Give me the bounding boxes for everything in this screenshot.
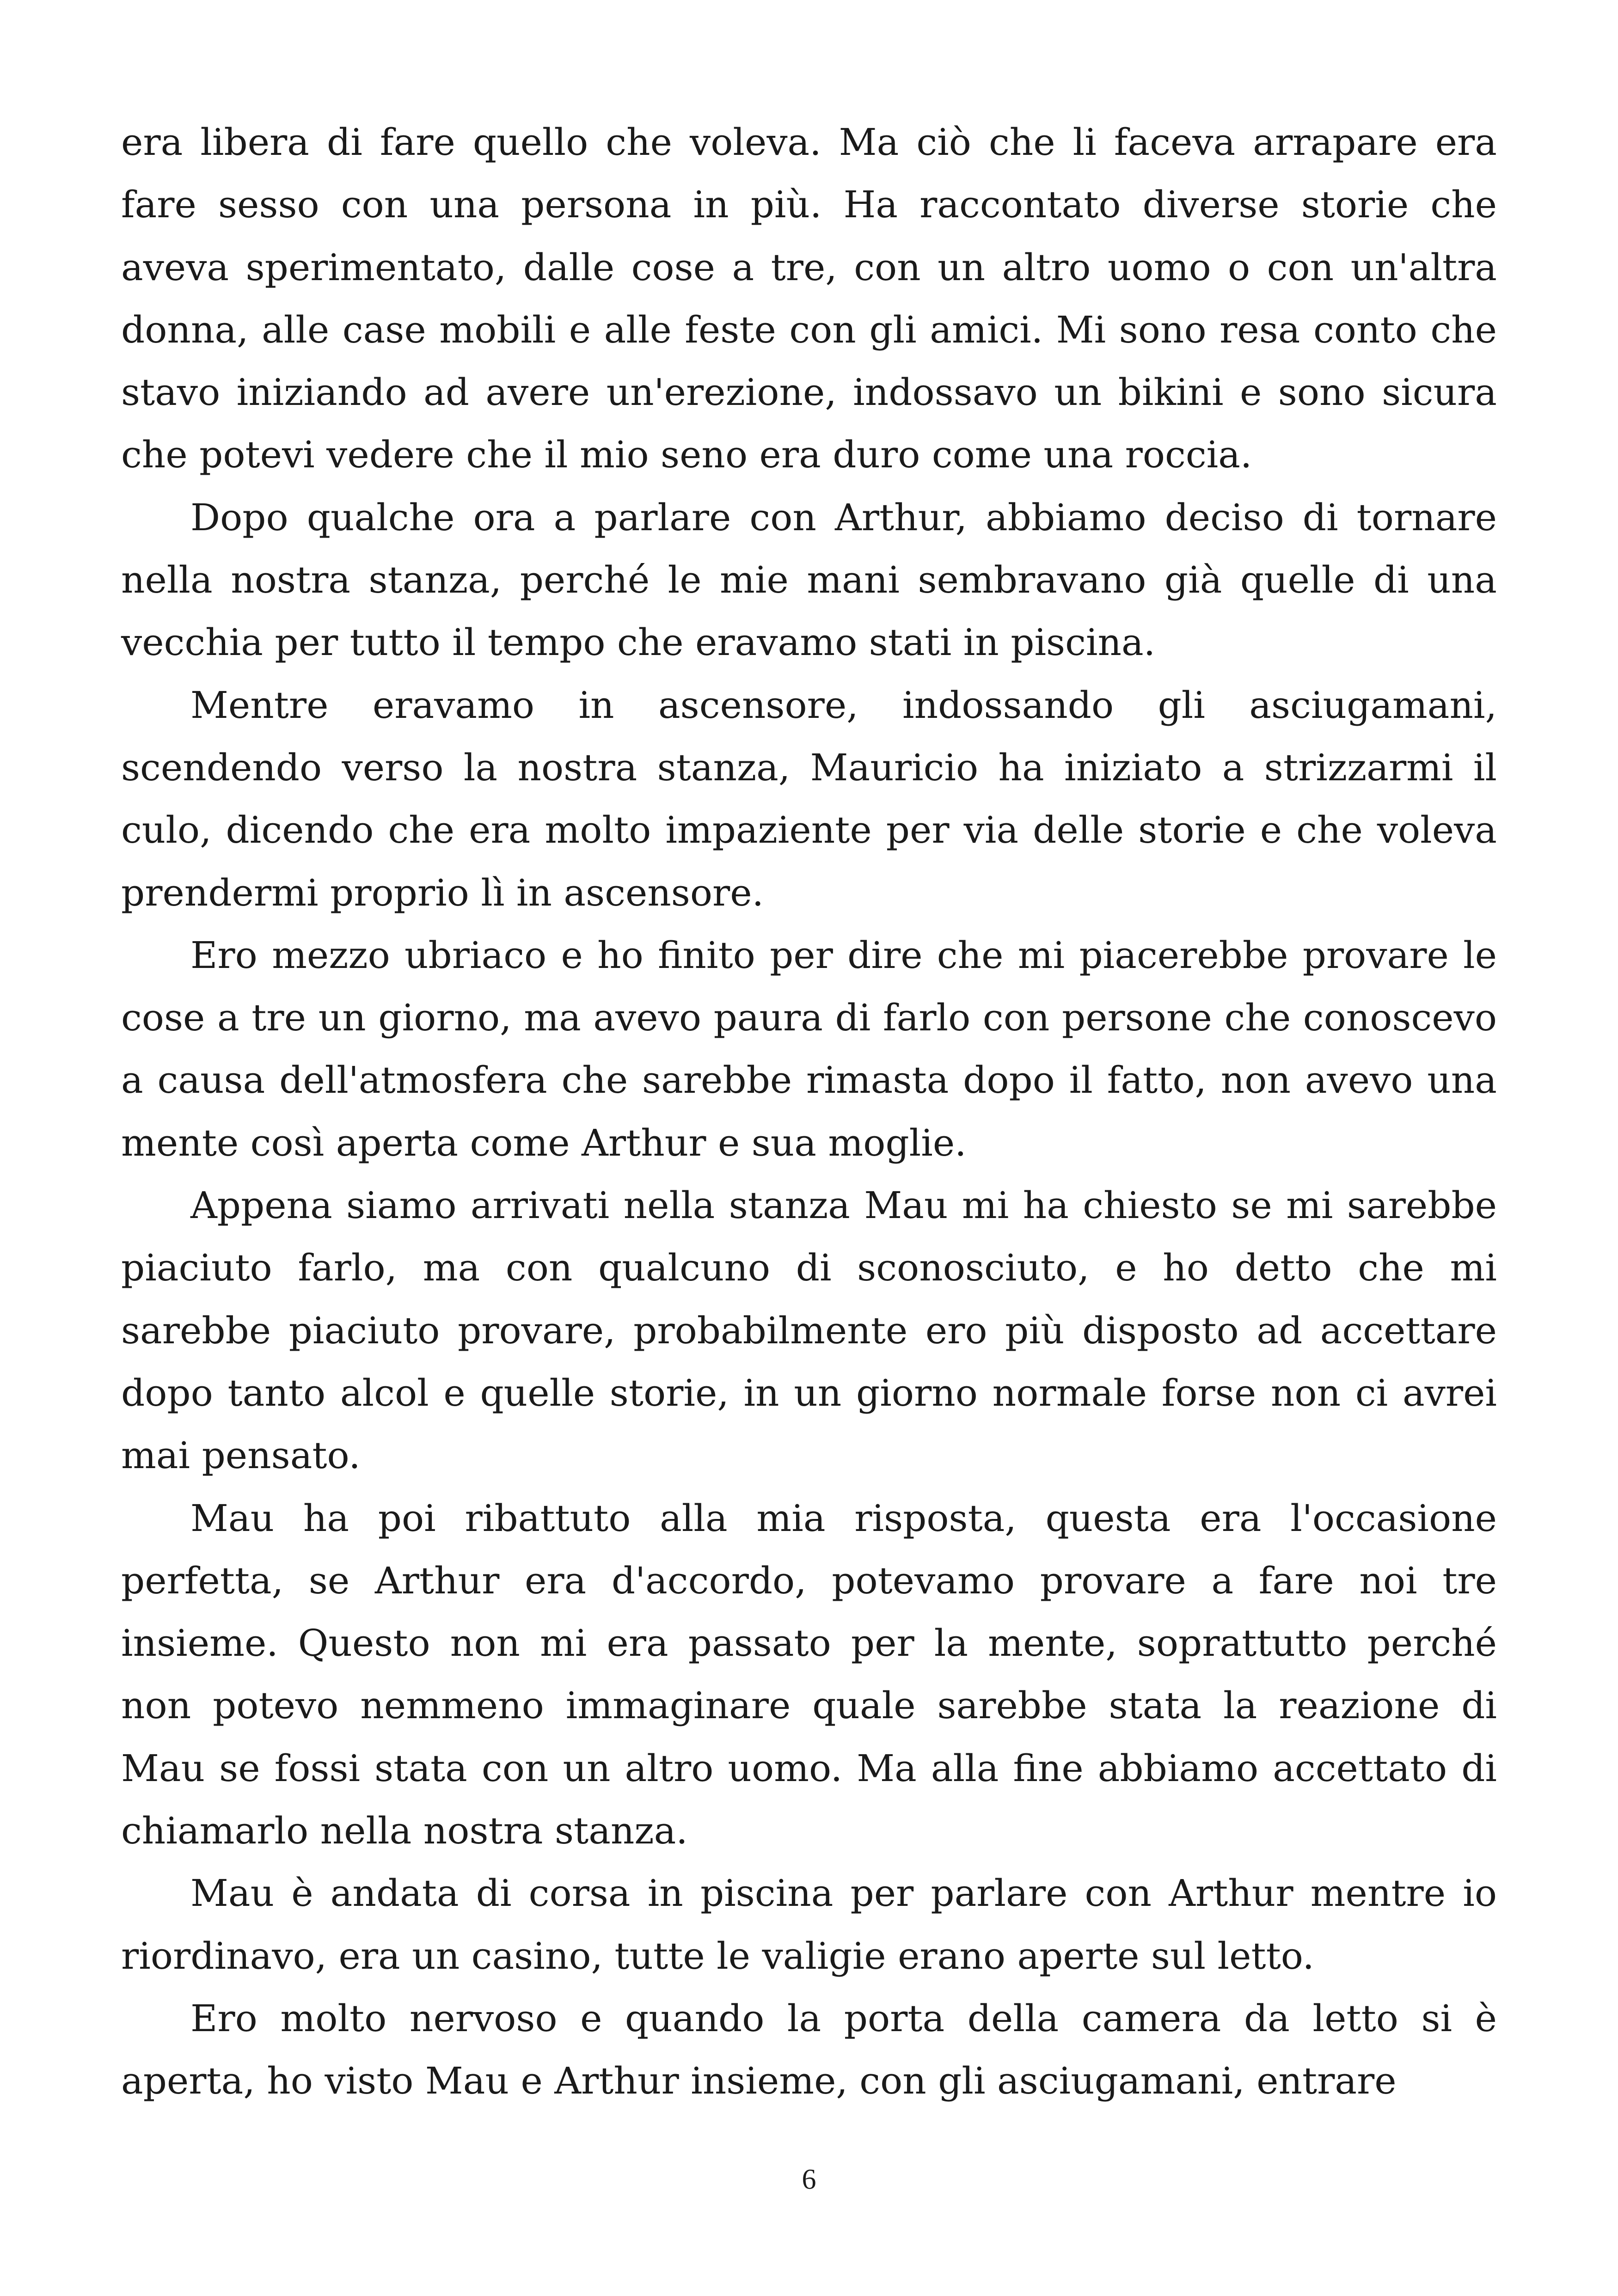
paragraph: Mau è andata di corsa in piscina per parlare con Arthur mentre io riordinavo, era un casino, tutte le valigie erano aperte sul letto. (121, 1872, 1497, 1978)
paragraph: Mentre eravamo in ascensore, indossando gli asciugamani, scendendo verso la nostra stanza, Mauricio ha iniziato a strizzarmi il culo, dicendo che era molto impaziente per via delle storie e che voleva prendermi proprio lì in ascensore. (121, 683, 1497, 914)
paragraph: Dopo qualche ora a parlare con Arthur, abbiamo deciso di tornare nella nostra stanza, perché le mie mani sembravano già quelle di una vecchia per tutto il tempo che eravamo stati in piscina. (121, 496, 1497, 664)
paragraph: Ero mezzo ubriaco e ho finito per dire che mi piacerebbe provare le cose a tre un giorno, ma avevo paura di farlo con persone che conoscevo a causa dell'atmosfera che sarebbe rimasta dopo il fatto, non avevo una mente così aperta come Arthur e sua moglie. (121, 933, 1497, 1164)
paragraph: Mau ha poi ribattuto alla mia risposta, questa era l'occasione perfetta, se Arthur era d'accordo, potevamo provare a fare noi tre insieme. Questo non mi era passato per la mente, soprattutto perché non potevo nemmeno immaginare quale sarebbe stata la reazione di Mau se fossi stata con un altro uomo. Ma alla fine abbiamo accettato di chiamarlo nella nostra stanza. (121, 1496, 1497, 1853)
body-text (121, 111, 1497, 2112)
paragraph-continuation: era libera di fare quello che voleva. Ma ciò che li faceva arrapare era fare sesso con una persona in più. Ha raccontato diverse storie che aveva sperimentato, dalle cose a tre, con un altro uomo o con un'altra donna, alle case mobili e alle feste con gli amici. Mi sono resa conto che stavo iniziando ad avere un'erezione, indossavo un bikini e sono sicura che potevi vedere che il mio seno era duro come una roccia. (121, 121, 1497, 477)
paragraph: Ero molto nervoso e quando la porta della camera da letto si è aperta, ho visto Mau e Arthur insieme, con gli asciugamani, entrare (121, 1996, 1497, 2103)
page-number: 6 (802, 2164, 816, 2195)
paragraph: Appena siamo arrivati nella stanza Mau mi ha chiesto se mi sarebbe piaciuto farlo, ma con qualcuno di sconosciuto, e ho detto che mi sarebbe piaciuto provare, probabilmente ero più disposto ad accettare dopo tanto alcol e quelle storie, in un giorno normale forse non ci avrei mai pensato. (121, 1184, 1497, 1477)
